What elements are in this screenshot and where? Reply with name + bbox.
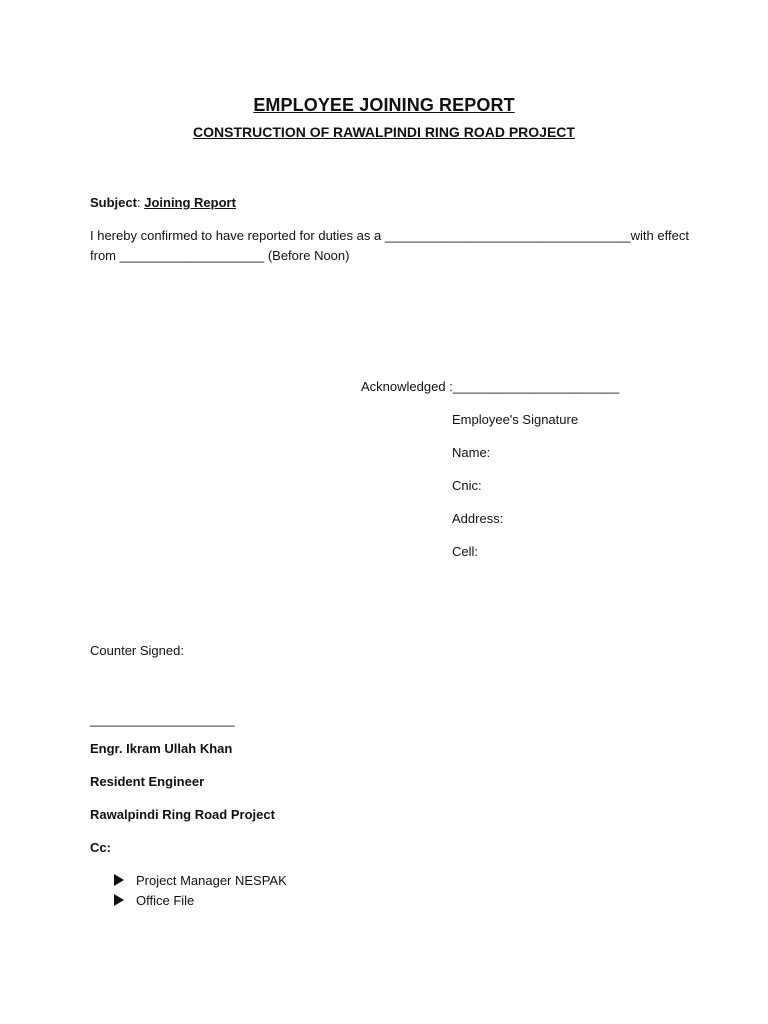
arrow-bullet-icon <box>114 894 124 906</box>
body-line-2: from ____________________ (Before Noon) <box>90 248 350 263</box>
signer-project: Rawalpindi Ring Road Project <box>90 807 275 822</box>
cc-item-text: Project Manager NESPAK <box>136 873 287 888</box>
cc-list-item <box>114 873 287 888</box>
document-subtitle: CONSTRUCTION OF RAWALPINDI RING ROAD PROJECT <box>193 124 575 140</box>
cc-item-text: Office File <box>136 893 195 908</box>
employee-signature-label: Employee's Signature <box>452 412 579 427</box>
address-label: Address: <box>452 511 504 526</box>
subject-value: Joining Report <box>144 195 236 210</box>
cell-label: Cell: <box>452 544 479 559</box>
counter-signed-label: Counter Signed: <box>90 643 184 658</box>
subject-colon: : <box>136 195 141 210</box>
signer-title: Resident Engineer <box>90 774 205 789</box>
acknowledged-line: Acknowledged :_______________________ <box>361 379 620 394</box>
name-label: Name: <box>452 445 491 460</box>
arrow-bullet-icon <box>114 874 124 886</box>
body-line-1: I hereby confirmed to have reported for duties as a __________________________________with effect <box>90 228 689 243</box>
cnic-label: Cnic: <box>452 478 482 493</box>
cc-label: Cc: <box>90 840 111 855</box>
subject-line <box>90 195 236 210</box>
signature-line: ____________________ <box>90 712 235 727</box>
document-title: EMPLOYEE JOINING REPORT <box>253 95 515 115</box>
subject-label: Subject <box>90 195 137 210</box>
cc-list-item <box>114 893 194 908</box>
signer-name: Engr. Ikram Ullah Khan <box>90 741 233 756</box>
